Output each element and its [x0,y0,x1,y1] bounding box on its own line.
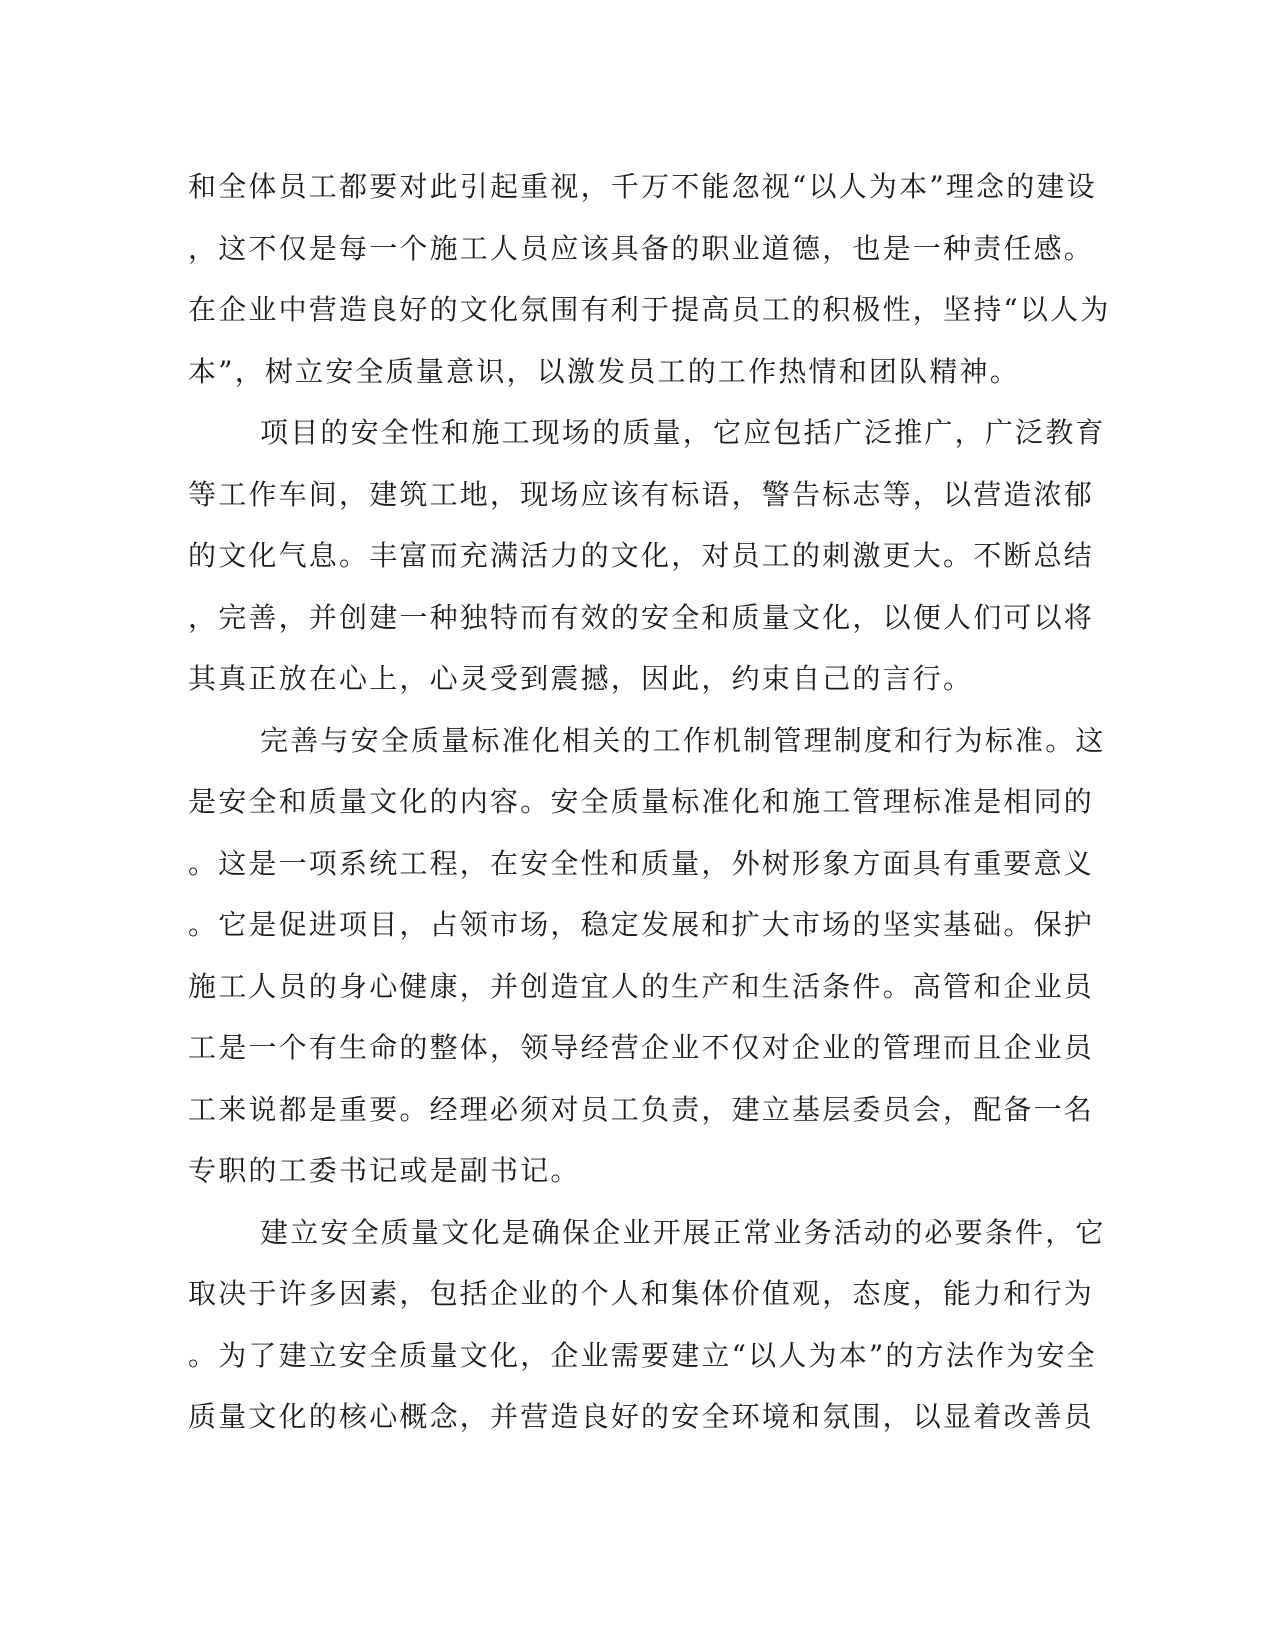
text-line: 取决于许多因素，包括企业的个人和集体价值观，态度，能力和行为 [188,1277,1095,1310]
text-line: 施工人员的身心健康，并创造宜人的生产和生活条件。高管和企业员 [188,969,1095,1003]
text-line: 工来说都是重要。经理必须对员工负责，建立基层委员会，配备一名 [188,1092,1095,1126]
text-line: 。这是一项系统工程，在安全性和质量，外树形象方面具有重要意义 [188,846,1095,880]
text-line: 其真正放在心上，心灵受到震撼，因此，约束自己的言行。 [188,662,974,695]
document-body [188,156,1111,1448]
text-line: 。它是促进项目，占领市场，稳定发展和扩大市场的坚实基础。保护 [188,908,1095,941]
text-line: 工是一个有生命的整体，领导经营企业不仅对企业的管理而且企业员 [188,1031,1095,1064]
text-line: 本”，树立安全质量意识，以激发员工的工作热情和团队精神。 [188,354,1020,388]
text-line: ，这不仅是每一个施工人员应该具备的职业道德，也是一种责任感。 [188,231,1095,265]
text-line: 在企业中营造良好的文化氛围有利于提高员工的积极性，坚持“以人为 [188,293,1111,326]
text-line: 的文化气息。丰富而充满活力的文化，对员工的刺激更大。不断总结 [188,539,1095,572]
text-line: 。为了建立安全质量文化，企业需要建立“以人为本”的方法作为安全 [188,1338,1097,1372]
paragraph-first-line: 项目的安全性和施工现场的质量，它应包括广泛推广，广泛教育 [260,416,1106,449]
text-line: 质量文化的核心概念，并营造良好的安全环境和氛围，以显着改善员 [188,1400,1095,1433]
text-line: 专职的工委书记或是副书记。 [188,1154,581,1187]
paragraph-first-line: 完善与安全质量标准化相关的工作机制管理制度和行为标准。这 [260,723,1106,757]
text-line: 和全体员工都要对此引起重视，千万不能忽视“以人为本”理念的建设 [188,170,1097,203]
text-line: ，完善，并创建一种独特而有效的安全和质量文化，以便人们可以将 [188,600,1095,634]
text-line: 是安全和质量文化的内容。安全质量标准化和施工管理标准是相同的 [188,785,1095,818]
paragraph-first-line: 建立安全质量文化是确保企业开展正常业务活动的必要条件，它 [260,1215,1106,1249]
text-line: 等工作车间，建筑工地，现场应该有标语，警告标志等，以营造浓郁 [188,477,1095,511]
